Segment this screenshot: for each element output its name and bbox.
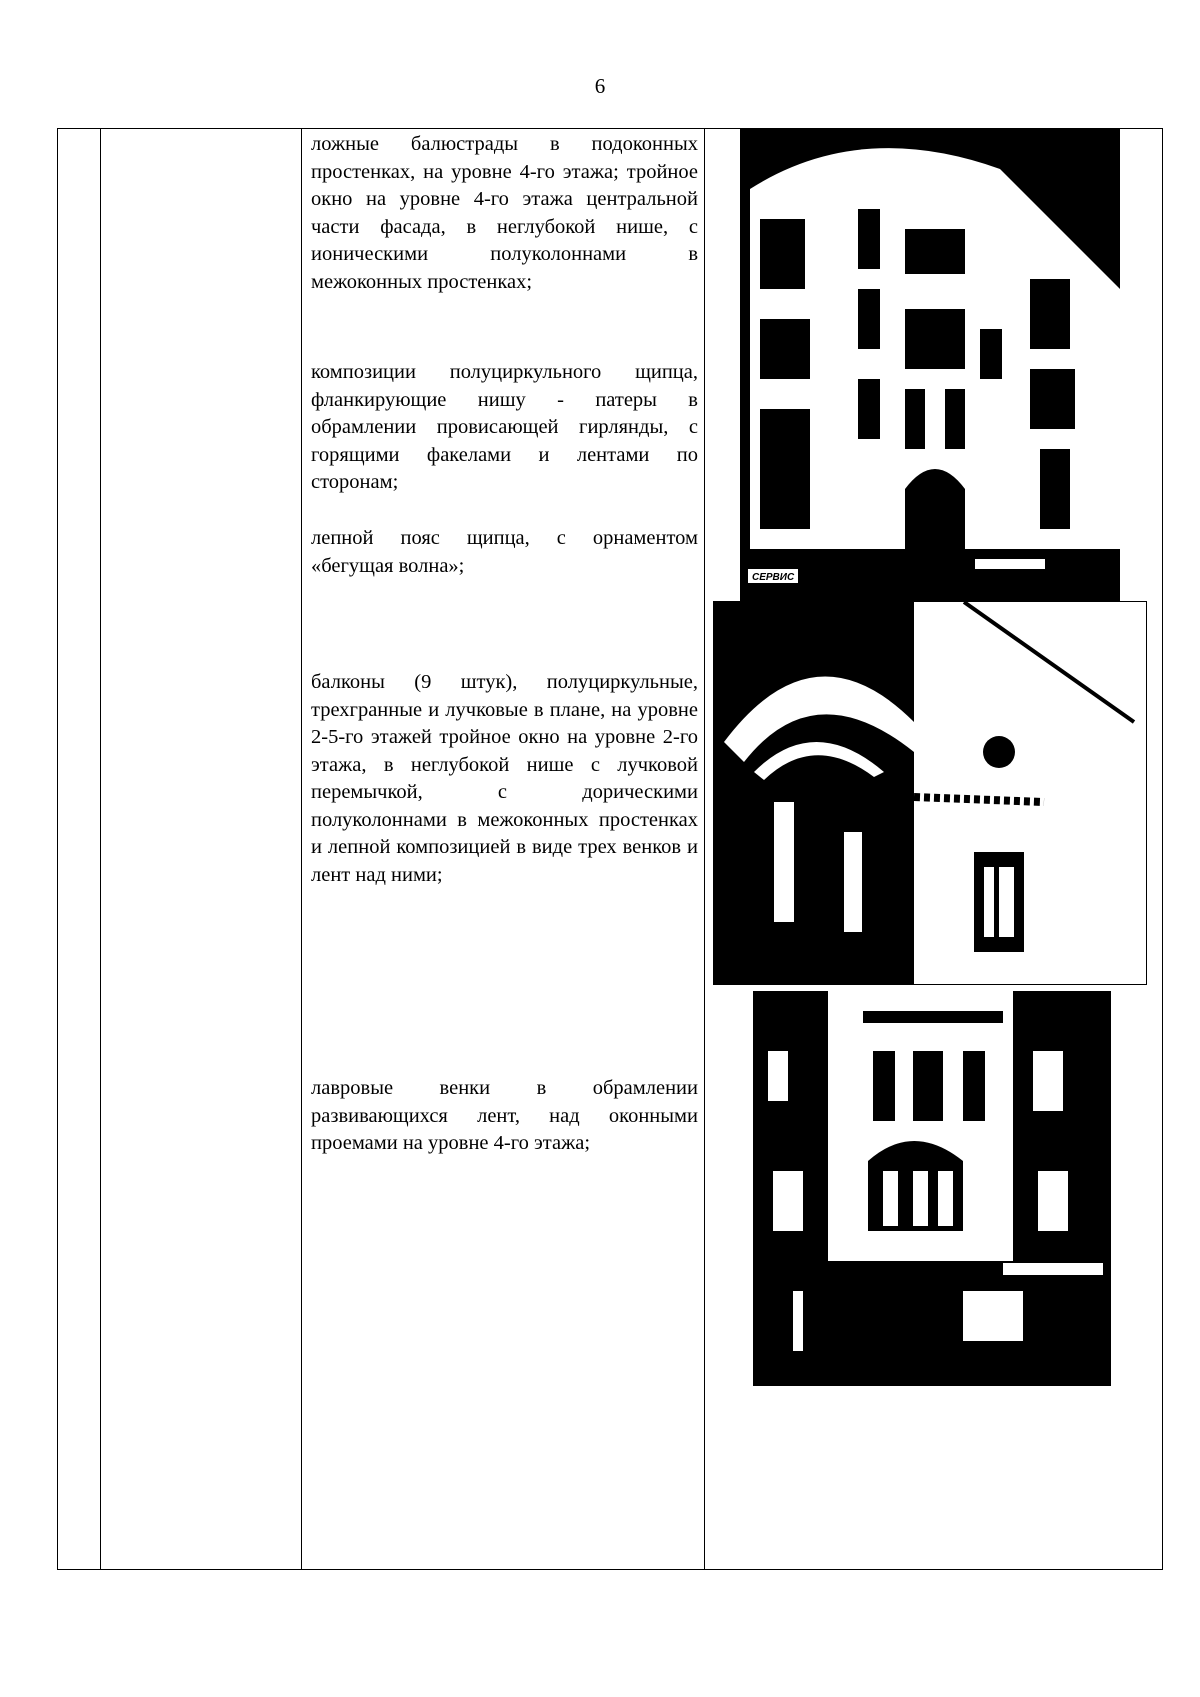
description-gable-compositions: композиции полуциркульного щипца, фланкирующие нишу - патеры в обрамлении провисающей гирлянды, с горящими факелами и лентами по сторонам;	[311, 361, 698, 493]
monument-table	[57, 128, 1163, 1570]
facade-photo-3	[753, 991, 1111, 1427]
facade-photo-2	[713, 601, 1147, 985]
description-gable-belt: лепной пояс щипца, с орнаментом «бегущая волна»;	[311, 527, 698, 577]
description-balconies: балконы (9 штук), полуциркульные, трехгранные и лучковые в плане, на уровне 2-5-го этажей тройное окно на уровне 2-го этажа, в неглубокой нише с лучковой перемычкой, с дорическими полуколоннами в межоконных простенках и лепной композицией в виде трех венков и лент над ними;	[311, 671, 698, 886]
column-divider	[301, 129, 302, 1569]
description-laurel-wreaths: лавровые венки в обрамлении развивающихся лент, над оконными проемами на уровне 4-го этажа;	[311, 1077, 698, 1154]
column-divider	[704, 129, 705, 1569]
page-number: 6	[594, 74, 606, 98]
service-sign: СЕРВИС	[752, 572, 795, 583]
facade-photo-1	[740, 129, 1120, 636]
column-divider	[100, 129, 101, 1569]
description-balustrades: ложные балюстрады в подоконных простенках, на уровне 4-го этажа; тройное окно на уровне 4-го этажа центральной части фасада, в неглубокой нише, с ионическими полуколоннами в межоконных простенках;	[311, 133, 698, 293]
